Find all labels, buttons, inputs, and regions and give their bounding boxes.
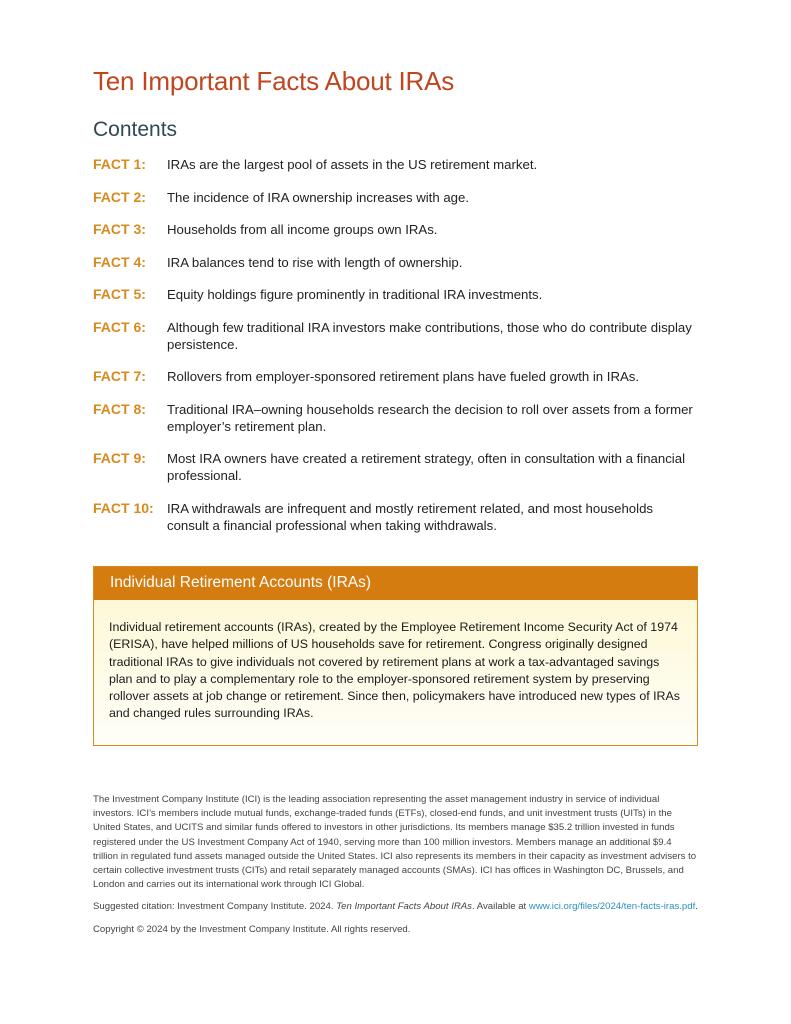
contents-heading: Contents	[93, 118, 178, 141]
fact-item	[93, 368, 698, 385]
fact-text: The incidence of IRA ownership increases with age.	[167, 189, 470, 205]
citation-prefix: Suggested citation: Investment Company Institute. 2024.	[93, 901, 337, 913]
fact-label: FACT 2:	[93, 188, 146, 205]
fact-text: IRA balances tend to rise with length of ownership.	[167, 254, 463, 270]
fact-text: Traditional IRA–owning households research the decision to roll over assets from a former employer’s retirement plan.	[167, 401, 693, 434]
fact-text: Most IRA owners have created a retirement strategy, often in consultation with a financial professional.	[167, 451, 685, 483]
suggested-citation	[93, 900, 698, 914]
copyright-text: Copyright © 2024 by the Investment Company Institute. All rights reserved.	[93, 923, 411, 935]
fact-text: Households from all income groups own IRAs.	[167, 222, 438, 237]
fact-text: Although few traditional IRA investors make contributions, those who do contribute display persistence.	[167, 319, 692, 352]
fact-item	[93, 500, 698, 534]
document-title: Ten Important Facts About IRAs	[93, 66, 455, 96]
citation-middle: . Available at	[471, 901, 529, 913]
fact-label: FACT 10:	[93, 499, 154, 516]
fact-text: IRA withdrawals are infrequent and mostly retirement related, and most households consult a financial professional when taking withdrawals.	[167, 500, 653, 533]
fact-label: FACT 4:	[93, 253, 146, 270]
facts-list	[93, 156, 698, 549]
fact-item	[93, 401, 698, 435]
about-ici-text: The Investment Company Institute (ICI) is the leading association representing the asset management industry in service of individual investors. ICI’s members include mutual funds, exchange-traded funds (ETFs), closed-end funds, and unit investment trusts (UITs) in the United States, and UCITS and similar funds offered to investors in other jurisdictions. Its members manage $35.2 trillion invested in funds registered under the US Investment Company Act of 1940, serving more than 100 million investors. Members manage an additional $9.4 trillion in regulated fund assets managed outside the United States. ICI also represents its members in their capacity as investment advisers to certain collective investment trusts (CITs) and retail separately managed accounts (SMAs). ICI has offices in Washington DC, Brussels, and London and carries out its international work through ICI Global.	[93, 794, 697, 891]
fact-item	[93, 221, 698, 238]
footer	[93, 793, 698, 945]
fact-item	[93, 254, 698, 271]
fact-label: FACT 8:	[93, 400, 146, 417]
fact-text: Rollovers from employer-sponsored retirement plans have fueled growth in IRAs.	[167, 369, 640, 384]
fact-item	[93, 189, 698, 206]
citation-end: .	[695, 901, 698, 913]
callout-heading: Individual Retirement Accounts (IRAs)	[94, 567, 697, 600]
fact-label: FACT 1:	[93, 156, 146, 172]
ira-callout-box	[93, 566, 698, 746]
fact-label: FACT 7:	[93, 368, 146, 384]
fact-label: FACT 9:	[93, 450, 146, 466]
fact-item	[93, 450, 698, 484]
fact-item	[93, 319, 698, 353]
citation-title: Ten Important Facts About IRAs	[336, 901, 472, 913]
fact-text: Equity holdings figure prominently in traditional IRA investments.	[167, 287, 543, 302]
fact-text: IRAs are the largest pool of assets in the US retirement market.	[167, 157, 538, 172]
citation-link[interactable]: www.ici.org/files/2024/ten-facts-iras.pdf	[528, 901, 696, 913]
fact-label: FACT 5:	[93, 286, 146, 302]
fact-label: FACT 3:	[93, 221, 146, 237]
fact-item	[93, 286, 698, 303]
fact-label: FACT 6:	[93, 318, 146, 335]
callout-body: Individual retirement accounts (IRAs), created by the Employee Retirement Income Security Act of 1974 (ERISA), have helped millions of US households save for retirement. Congress originally designed traditional IRAs to give individuals not covered by retirement plans at work a tax-advantaged savings plan and to play a complementary role to the employer-sponsored retirement system by preserving rollover assets at job change or retirement. Since then, policymakers have introduced new types of IRAs and changed rules surrounding IRAs.	[109, 620, 680, 721]
fact-item	[93, 156, 698, 173]
